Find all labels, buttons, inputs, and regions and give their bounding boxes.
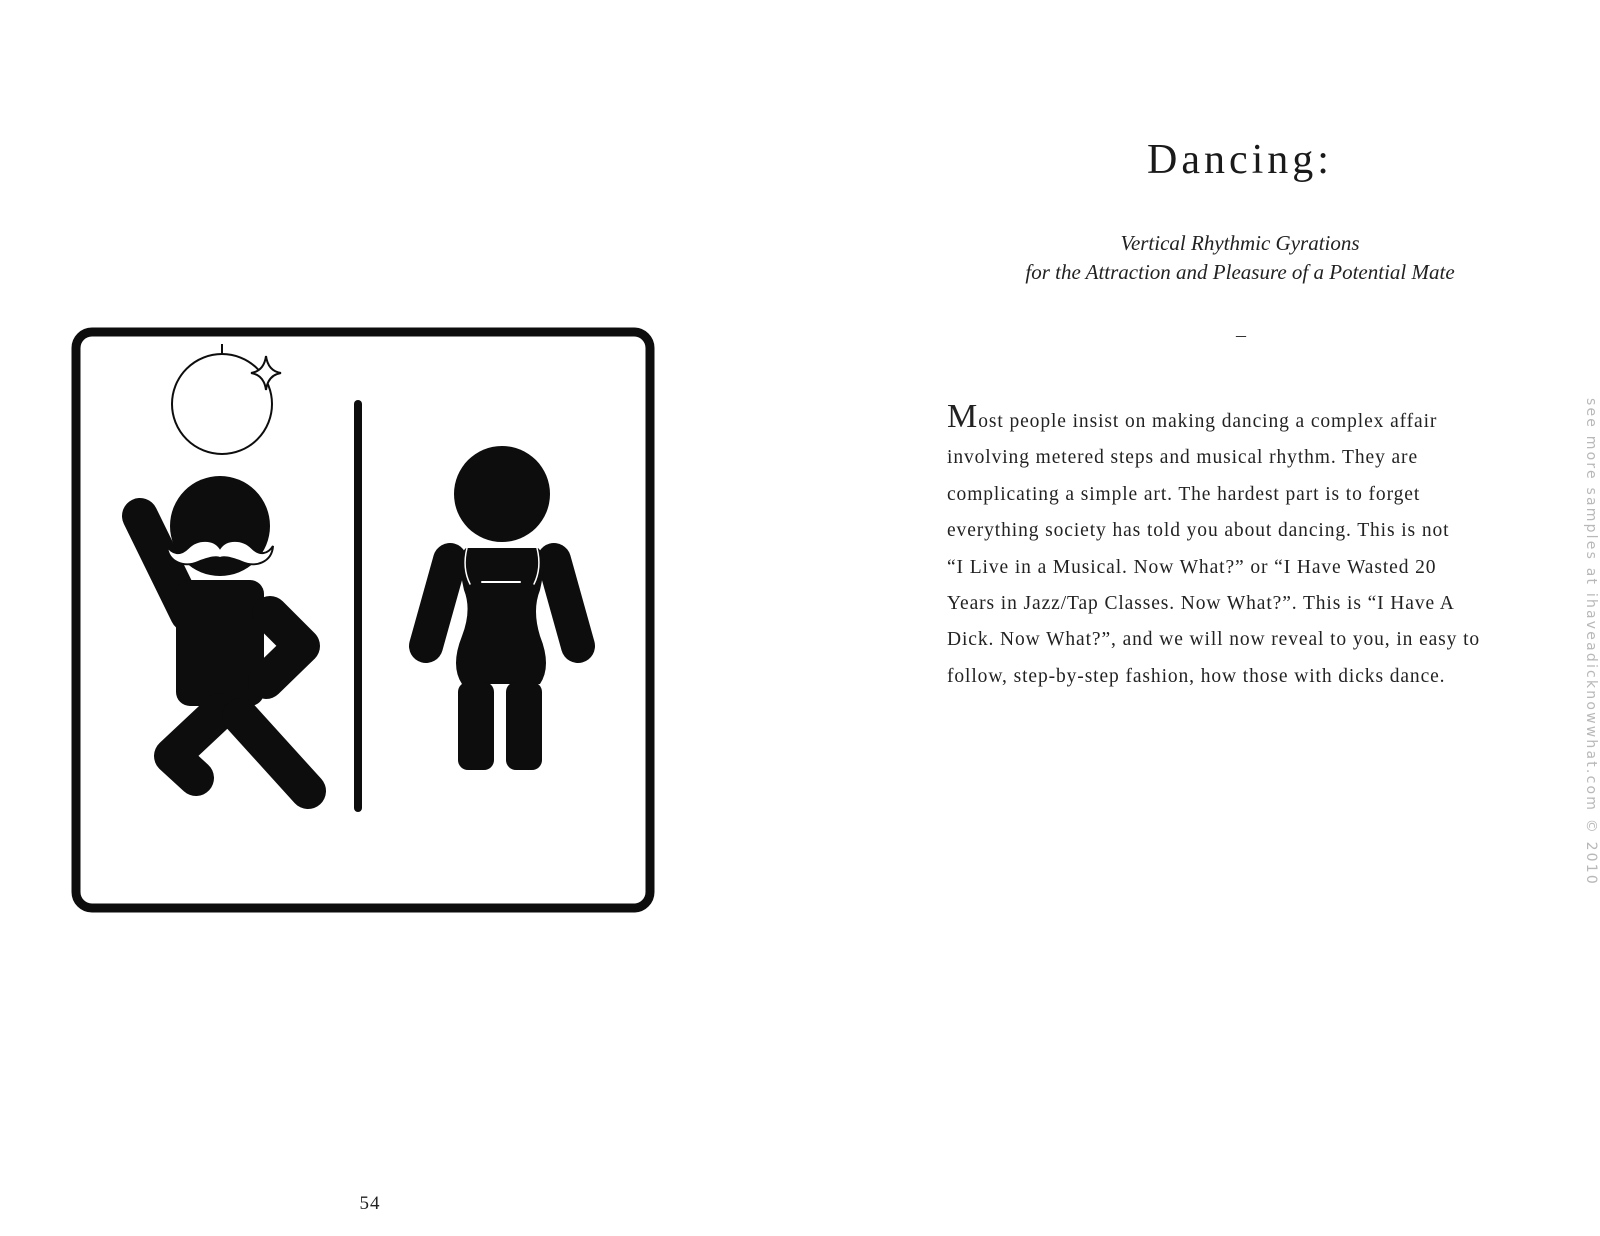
standing-woman-icon [426,446,578,770]
body-line: Dick. Now What?”, and we will now reveal to you, in easy to [947,629,1481,651]
page-number: 54 [359,1193,381,1214]
body-line-text: ost people insist on making dancing a complex affair [978,411,1438,432]
body-line: follow, step-by-step fashion, how those with dicks dance. [947,665,1446,687]
body-line [947,398,1547,440]
body-line: Years in Jazz/Tap Classes. Now What?”. This is “I Have A [947,593,1455,615]
dance-illustration [70,326,656,914]
chapter-title: Dancing: [1147,137,1333,183]
dancing-man-icon [140,476,308,791]
body-line: complicating a simple art. The hardest part is to forget [947,483,1421,505]
body-line: everything society has told you about dancing. This is not [947,520,1450,542]
subtitle-line-2: for the Attraction and Pleasure of a Potential Mate [1025,260,1455,284]
side-note-text: see more samples at ihaveadicknowwhat.com © 2010 [1583,398,1599,887]
section-separator: – [1236,324,1246,346]
disco-ball-icon [172,344,272,454]
body-line: “I Live in a Musical. Now What?” or “I Have Wasted 20 [947,556,1437,578]
body-paragraph [947,398,1547,695]
side-note [1582,398,1600,887]
drop-initial: M [947,398,979,435]
body-line: involving metered steps and musical rhythm. They are [947,447,1419,469]
chapter-subtitle [900,229,1580,287]
subtitle-line-1: Vertical Rhythmic Gyrations [1120,231,1360,255]
